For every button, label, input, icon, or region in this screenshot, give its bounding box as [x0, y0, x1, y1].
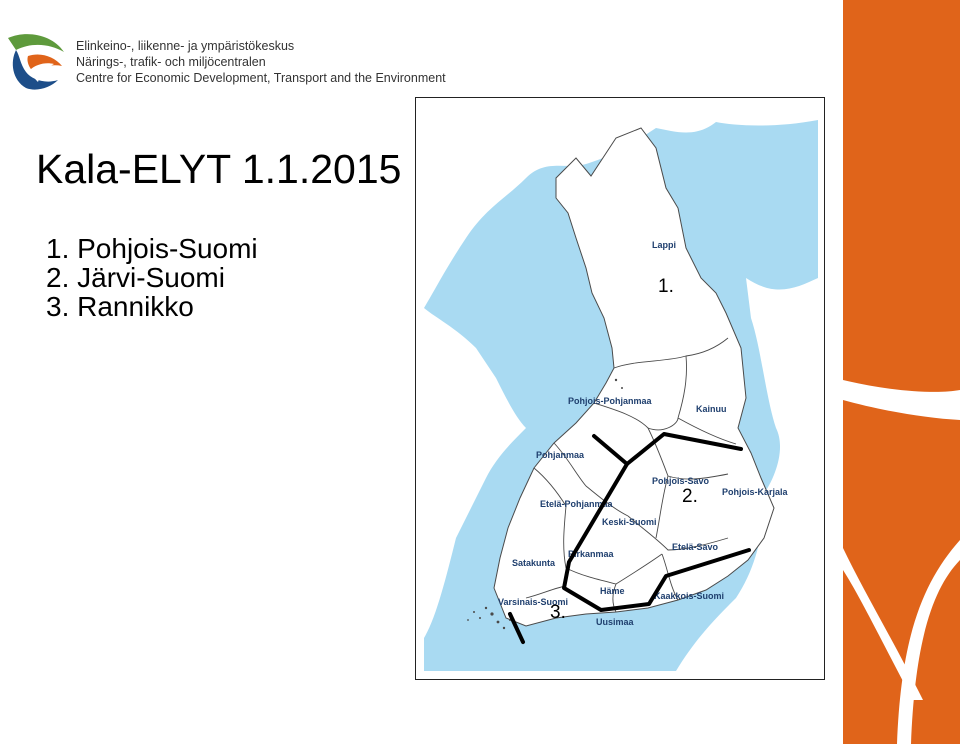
label-kaakkois-suomi: Kaakkois-Suomi [654, 591, 725, 601]
label-pohjanmaa: Pohjanmaa [536, 450, 585, 460]
zone-number-1: 1. [658, 276, 674, 297]
label-uusimaa: Uusimaa [596, 617, 634, 627]
region-list-item-1: 1. Pohjois-Suomi [46, 233, 258, 264]
zone-number-2: 2. [682, 486, 698, 507]
label-varsinais-suomi: Varsinais-Suomi [498, 597, 569, 607]
label-pohjois-savo: Pohjois-Savo [652, 476, 710, 486]
org-name-en: Centre for Economic Development, Transport and the Environment [76, 71, 446, 85]
map-frame [415, 97, 825, 680]
decorative-stripe [843, 0, 960, 744]
slide-title: Kala-ELYT 1.1.2015 [36, 146, 402, 192]
label-pohjois-pohjanmaa: Pohjois-Pohjanmaa [568, 396, 652, 406]
label-satakunta: Satakunta [512, 558, 556, 568]
region-list-item-2: 2. Järvi-Suomi [46, 262, 225, 293]
org-name-sv: Närings-, trafik- och miljöcentralen [76, 55, 266, 69]
label-keski-suomi: Keski-Suomi [602, 517, 657, 527]
label-etela-savo: Etelä-Savo [672, 542, 719, 552]
organization-name [76, 38, 446, 86]
label-hame: Häme [600, 586, 625, 596]
label-kainuu: Kainuu [696, 404, 727, 414]
logo-green-leaf [8, 34, 64, 52]
region-list [46, 234, 258, 321]
finland-map [416, 98, 824, 679]
org-name-fi: Elinkeino-, liikenne- ja ympäristökeskus [76, 39, 295, 53]
region-list-item-3: 3. Rannikko [46, 291, 194, 322]
label-etela-pohjanmaa: Etelä-Pohjanmaa [540, 499, 613, 509]
ely-logo [6, 30, 66, 92]
label-pohjois-karjala: Pohjois-Karjala [722, 487, 788, 497]
zone-number-3: 3. [550, 602, 566, 623]
label-pirkanmaa: Pirkanmaa [568, 549, 614, 559]
label-lappi: Lappi [652, 240, 676, 250]
